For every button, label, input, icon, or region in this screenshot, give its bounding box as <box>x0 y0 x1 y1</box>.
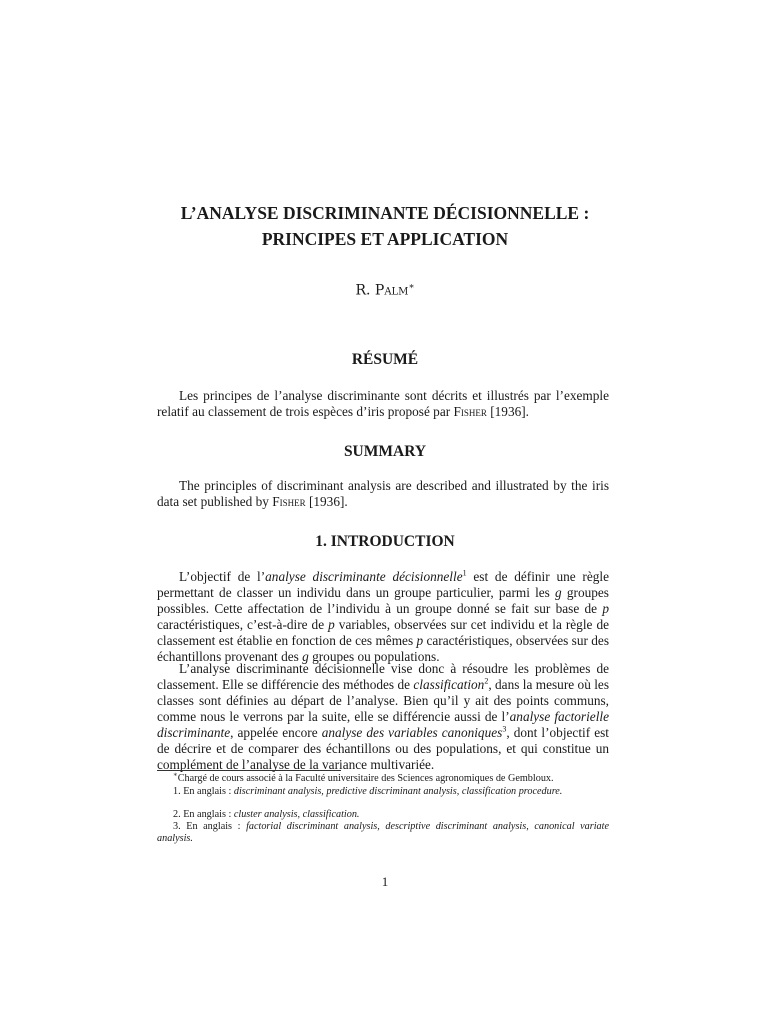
resume-cite-year: [1936]. <box>486 404 530 419</box>
section-heading-introduction: 1. INTRODUCTION <box>315 533 455 550</box>
resume-text-main: Les principes de l’analyse discriminante sont décrits et illustrés par l’exemple relatif au classement de trois espèces d’iris proposé par <box>157 388 609 419</box>
paper-title-line-1: L’ANALYSE DISCRIMINANTE DÉCISIONNELLE : <box>180 203 590 223</box>
summary-cite-year: [1936]. <box>305 494 348 509</box>
footnote-ref-1: 1 <box>462 568 467 578</box>
author-name: R. Palm <box>355 282 409 299</box>
p1-text-d: est de définir une règle permettant de classer un individu dans un groupe particulier, parmi les <box>157 569 609 600</box>
footnote-ref-2: 2 <box>484 676 489 686</box>
author-footnote-mark: ∗ <box>408 282 415 292</box>
intro-paragraph-1 <box>157 569 609 665</box>
p1-text-n: groupes ou populations. <box>308 649 440 664</box>
author <box>150 282 620 299</box>
footnote-3-terms: factorial discriminant analysis, descriptive discriminant analysis, canonical variate analysis. <box>157 821 609 845</box>
intro-paragraph-2 <box>157 661 609 773</box>
summary-heading: SUMMARY <box>343 443 427 460</box>
resume-cite-author: Fisher <box>453 404 487 419</box>
resume-heading: RÉSUMÉ <box>351 351 419 368</box>
p1-text-j: variables, observées sur cet individu et la règle de classement est établie en fonction de ces mêmes <box>157 617 609 648</box>
summary-cite-author: Fisher <box>272 494 306 509</box>
footnote-ref-3: 3 <box>502 724 507 734</box>
page-number: 1 <box>381 874 389 889</box>
footnote-2-lead: 2. En anglais : <box>173 809 234 820</box>
p2-text-d: , dans la mesure où les classes sont définies au départ de l’analyse. Bien qu’il y ait des points communs, comme nous le verrons par la suite, elle se différencie aussi de l’ <box>157 677 609 724</box>
footnote-author-text: Chargé de cours associé à la Faculté universitaire des Sciences agronomiques de Gembloux. <box>177 773 554 784</box>
footnote-1-lead: 1. En anglais : <box>173 786 234 797</box>
summary-text-main: The principles of discriminant analysis are described and illustrated by the iris data set published by <box>157 478 609 509</box>
footnote-3 <box>157 821 609 845</box>
p2-text-f: , appelée encore <box>230 725 322 740</box>
footnote-3-lead: 3. En anglais : <box>173 821 247 832</box>
p2-term-canonical: analyse des variables canoniques <box>321 725 503 740</box>
p1-var-g: g <box>555 585 562 600</box>
footnote-mark: ∗ <box>173 770 178 779</box>
footnote-2-terms: cluster analysis, classification. <box>233 809 360 820</box>
p1-text-f: groupes possibles. Cette affectation de l’individu à un groupe donné se fait sur base de <box>157 585 609 616</box>
p2-term-classification: classification <box>413 677 485 692</box>
p1-text-a: L’objectif de l’ <box>179 569 266 584</box>
paper-title-line-2: PRINCIPES ET APPLICATION <box>261 229 509 249</box>
resume-text <box>157 388 609 420</box>
p1-var-p: p <box>602 601 609 616</box>
footnote-2 <box>157 809 609 821</box>
summary-text <box>157 478 609 510</box>
p1-text-l: caractéristiques, observées sur des échantillons provenant des <box>157 633 609 664</box>
p1-var-p: p <box>328 617 335 632</box>
p1-var-g: g <box>302 649 309 664</box>
p1-text-h: caractéristiques, c’est-à-dire de <box>157 617 329 632</box>
footnote-separator <box>157 770 341 771</box>
p2-text-i: , dont l’objectif est de décrire et de comparer des échantillons ou des populations, et qui constitue un complément de l’analyse de la variance multivariée. <box>157 725 609 772</box>
footnote-author <box>157 770 609 785</box>
footnote-1 <box>157 786 609 798</box>
p2-text-a: L’analyse discriminante décisionnelle vise donc à résoudre les problèmes de classement. Elle se différencie des méthodes de <box>157 661 609 692</box>
p2-term-afd: analyse factorielle discriminante <box>157 709 609 740</box>
p1-var-p: p <box>416 633 424 648</box>
footnote-1-terms: discriminant analysis, predictive discriminant analysis, classification procedure. <box>233 786 563 797</box>
p1-term-italic: analyse discriminante décisionnelle <box>265 569 463 584</box>
